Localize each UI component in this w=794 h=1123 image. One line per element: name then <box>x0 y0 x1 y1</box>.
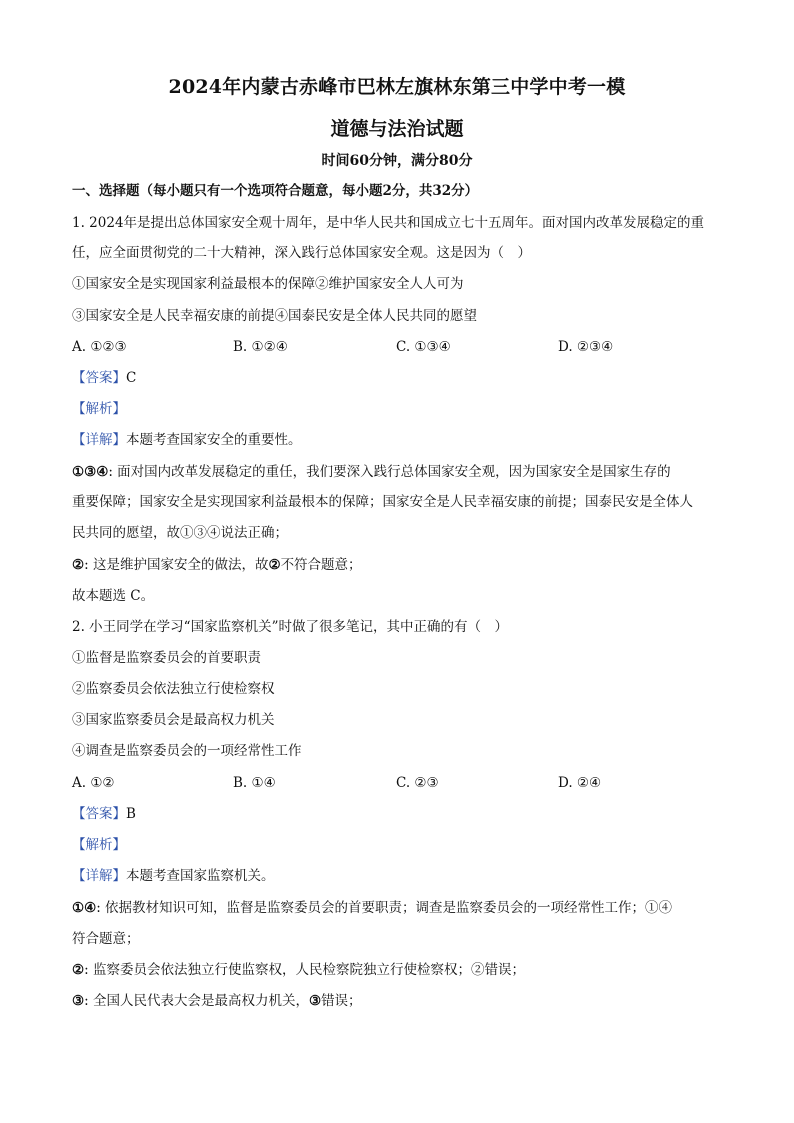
q1-exp1-label: ①③④ <box>72 464 109 480</box>
q1-answer-row <box>72 368 724 388</box>
q2-detail-text: 本题考查国家监察机关。 <box>126 868 275 884</box>
q1-exp2-mid: ② <box>268 557 281 573</box>
q2-option-d: D. ②④ <box>558 775 602 791</box>
exam-title: 2024年内蒙古赤峰市巴林左旗林东第三中学中考一模 <box>168 76 626 98</box>
q2-option-c: C. ②③ <box>396 775 439 791</box>
q1-stem-line1: 1. 2024年是提出总体国家安全观十周年，是中华人民共和国成立七十五周年。面对国内改革发展稳定的重 <box>72 215 705 231</box>
q2-statement-3: ③国家监察委员会是最高权力机关 <box>72 712 275 728</box>
q1-explanation-1-line1 <box>72 462 724 482</box>
q1-analysis-row <box>72 399 724 419</box>
q1-exp1-text: : 面对国内改革发展稳定的重任，我们要深入践行总体国家安全观，因为国家安全是国家生存的 <box>108 464 671 480</box>
detail-tag: 【详解】 <box>72 432 126 448</box>
q1-explanation-2 <box>72 555 724 575</box>
section-heading: 一、选择题（每小题只有一个选项符合题意，每小题2分，共32分） <box>72 183 479 199</box>
answer-tag: 【答案】 <box>72 370 126 386</box>
q1-option-b: B. ①②④ <box>233 339 288 355</box>
q1-statement-b: ③国家安全是人民幸福安康的前提④国泰民安是全体人民共同的愿望 <box>72 308 477 324</box>
answer-tag: 【答案】 <box>72 806 126 822</box>
q2-exp2-text: : 监察委员会依法独立行使监察权，人民检察院独立行使检察权；②错误； <box>84 962 525 978</box>
q2-exp1-label: ①④ <box>72 900 97 916</box>
q2-answer-value: B <box>126 806 136 822</box>
q1-explanation-1-line3: 民共同的愿望，故①③④说法正确； <box>72 525 288 541</box>
exam-subject: 道德与法治试题 <box>330 118 464 140</box>
q2-detail-row <box>72 866 724 886</box>
q2-option-a: A. ①② <box>72 775 115 791</box>
q2-statement-1: ①监督是监察委员会的首要职责 <box>72 650 261 666</box>
q2-exp3-text-b: 错误； <box>321 993 362 1009</box>
q1-exp2-label: ② <box>72 557 85 573</box>
q1-explanation-1-line2: 重要保障；国家安全是实现国家利益最根本的保障；国家安全是人民幸福安康的前提；国泰民安是全体人 <box>72 494 693 510</box>
q2-exp1-text: : 依据教材知识可知，监督是监察委员会的首要职责；调查是监察委员会的一项经常性工作；①④ <box>96 900 673 916</box>
q2-explanation-2 <box>72 960 724 980</box>
q1-answer-value: C <box>126 370 137 386</box>
q1-option-a: A. ①②③ <box>72 339 127 355</box>
analysis-tag: 【解析】 <box>72 401 126 417</box>
q2-exp3-mid: ③ <box>308 993 322 1009</box>
q2-exp2-label: ② <box>72 962 85 978</box>
q1-conclusion: 故本题选 C。 <box>72 588 155 604</box>
q1-option-d: D. ②③④ <box>558 339 614 355</box>
q1-exp2-text-a: : 这是维护国家安全的做法，故 <box>84 557 269 573</box>
q2-exp3-text-a: : 全国人民代表大会是最高权力机关， <box>84 993 309 1009</box>
q1-exp2-text-b: 不符合题意； <box>280 557 362 573</box>
analysis-tag: 【解析】 <box>72 837 126 853</box>
q2-exp3-label: ③ <box>72 993 85 1009</box>
q1-stem-line2: 任，应全面贯彻党的二十大精神，深入践行总体国家安全观。这是因为（ ） <box>72 245 531 261</box>
exam-time-info: 时间60分钟，满分80分 <box>321 153 473 169</box>
q1-option-c: C. ①③④ <box>396 339 451 355</box>
q2-answer-row <box>72 804 724 824</box>
q1-detail-text: 本题考查国家安全的重要性。 <box>126 432 302 448</box>
q2-explanation-3 <box>72 991 724 1011</box>
q2-statement-2: ②监察委员会依法独立行使检察权 <box>72 681 275 697</box>
q2-option-b: B. ①④ <box>233 775 276 791</box>
q1-detail-row <box>72 430 724 450</box>
q2-explanation-1-line1 <box>72 898 724 918</box>
q2-analysis-row <box>72 835 724 855</box>
detail-tag: 【详解】 <box>72 868 126 884</box>
q2-stem: 2. 小王同学在学习“国家监察机关”时做了很多笔记，其中正确的有（ ） <box>72 619 508 635</box>
q1-statement-a: ①国家安全是实现国家利益最根本的保障②维护国家安全人人可为 <box>72 276 464 292</box>
q2-explanation-1-line2: 符合题意； <box>72 931 140 947</box>
q2-statement-4: ④调查是监察委员会的一项经常性工作 <box>72 743 302 759</box>
